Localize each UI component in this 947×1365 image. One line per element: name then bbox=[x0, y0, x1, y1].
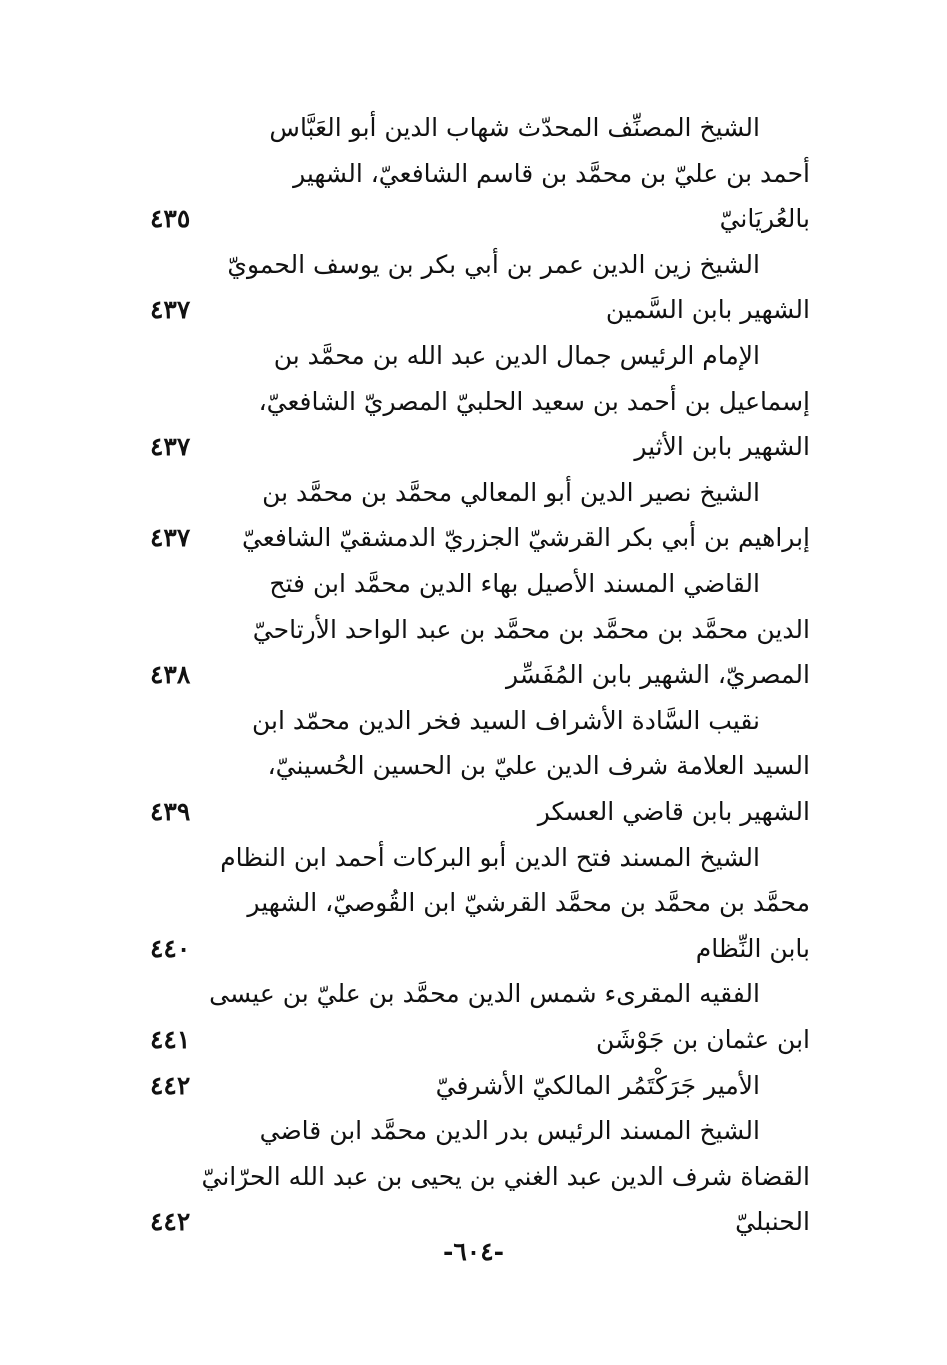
entry-heading-line: الشيخ المسند الرئيس بدر الدين محمَّد ابن قاضي bbox=[259, 1116, 760, 1146]
entry-heading-line: الفقيه المقرىء شمس الدين محمَّد بن عليّ بن عيسى bbox=[209, 979, 760, 1009]
entry-heading-line: الشيخ زين الدين عمر بن أبي بكر بن يوسف الحمويّ bbox=[227, 249, 760, 279]
entry-continuation-line: محمَّد بن محمَّد بن محمَّد القرشيّ ابن القُوصيّ، الشهير bbox=[247, 888, 810, 918]
entry-continuation-line: بابن النِّظام bbox=[695, 933, 810, 963]
entry-continuation-line: إسماعيل بن أحمد بن سعيد الحلبيّ المصريّ الشافعيّ، bbox=[258, 386, 810, 416]
entry-continuation-line: إبراهيم بن أبي بكر القرشيّ الجزريّ الدمشقيّ الشافعيّ bbox=[241, 523, 810, 553]
entry-page-number: ٤٣٩ bbox=[150, 797, 191, 826]
entry-continuation-line: بالعُريَانيّ bbox=[719, 204, 810, 234]
entry-heading-line: القاضي المسند الأصيل بهاء الدين محمَّد ابن فتح bbox=[269, 569, 760, 598]
entry-page-number: ٤٤٠ bbox=[150, 933, 191, 963]
entry-page-number: ٤٣٥ bbox=[150, 204, 191, 234]
entry-heading-line: الشيخ المسند فتح الدين أبو البركات أحمد ابن النظام bbox=[220, 842, 760, 872]
entry-continuation-line: أحمد بن عليّ بن محمَّد بن قاسم الشافعيّ، الشهير bbox=[293, 158, 810, 188]
entry-continuation-line: ابن عثمان بن جَوْشَن bbox=[595, 1025, 810, 1054]
page-number-footer: -٦٠٤- bbox=[442, 1237, 505, 1266]
entry-page-number: ٤٤٢ bbox=[150, 1207, 191, 1237]
entry-continuation-line: السيد العلامة شرف الدين عليّ بن الحسين الحُسينيّ، bbox=[267, 751, 810, 781]
entry-page-number: ٤٣٨ bbox=[150, 660, 191, 690]
entry-heading-line: الشيخ المصنِّف المحدّث شهاب الدين أبو العَبَّاس bbox=[269, 113, 760, 142]
entry-heading-line: الأمير جَرَكْتَمُر المالكيّ الأشرفيّ bbox=[435, 1070, 760, 1100]
entry-heading-line: الإمام الرئيس جمال الدين عبد الله بن محمَّد بن bbox=[273, 341, 760, 370]
entry-continuation-line: المصريّ، الشهير بابن المُفَسِّر bbox=[505, 660, 810, 690]
entry-continuation-line: الشهير بابن الأثير bbox=[634, 432, 810, 462]
entry-page-number: ٤٣٧ bbox=[150, 432, 191, 462]
entry-heading-line: الشيخ نصير الدين أبو المعالي محمَّد بن محمَّد بن bbox=[262, 477, 760, 507]
entry-page-number: ٤٤٢ bbox=[150, 1070, 191, 1100]
entry-page-number: ٤٣٧ bbox=[150, 523, 191, 553]
entry-continuation-line: القضاة شرف الدين عبد الغني بن يحيى بن عبد الله الحرّانيّ bbox=[201, 1161, 810, 1191]
entry-continuation-line: الشهير بابن قاضي العسكر bbox=[537, 797, 810, 826]
entry-continuation-line: الدين محمَّد بن محمَّد بن محمَّد بن عبد الواحد الأرتاحيّ bbox=[252, 614, 810, 644]
entry-continuation-line: الحنبليّ bbox=[735, 1207, 810, 1237]
entry-page-number: ٤٤١ bbox=[150, 1025, 191, 1054]
entry-page-number: ٤٣٧ bbox=[150, 295, 191, 325]
entry-heading-line: نقيب السَّادة الأشراف السيد فخر الدين محمّد ابن bbox=[252, 705, 760, 735]
entry-continuation-line: الشهير بابن السَّمين bbox=[605, 295, 810, 325]
